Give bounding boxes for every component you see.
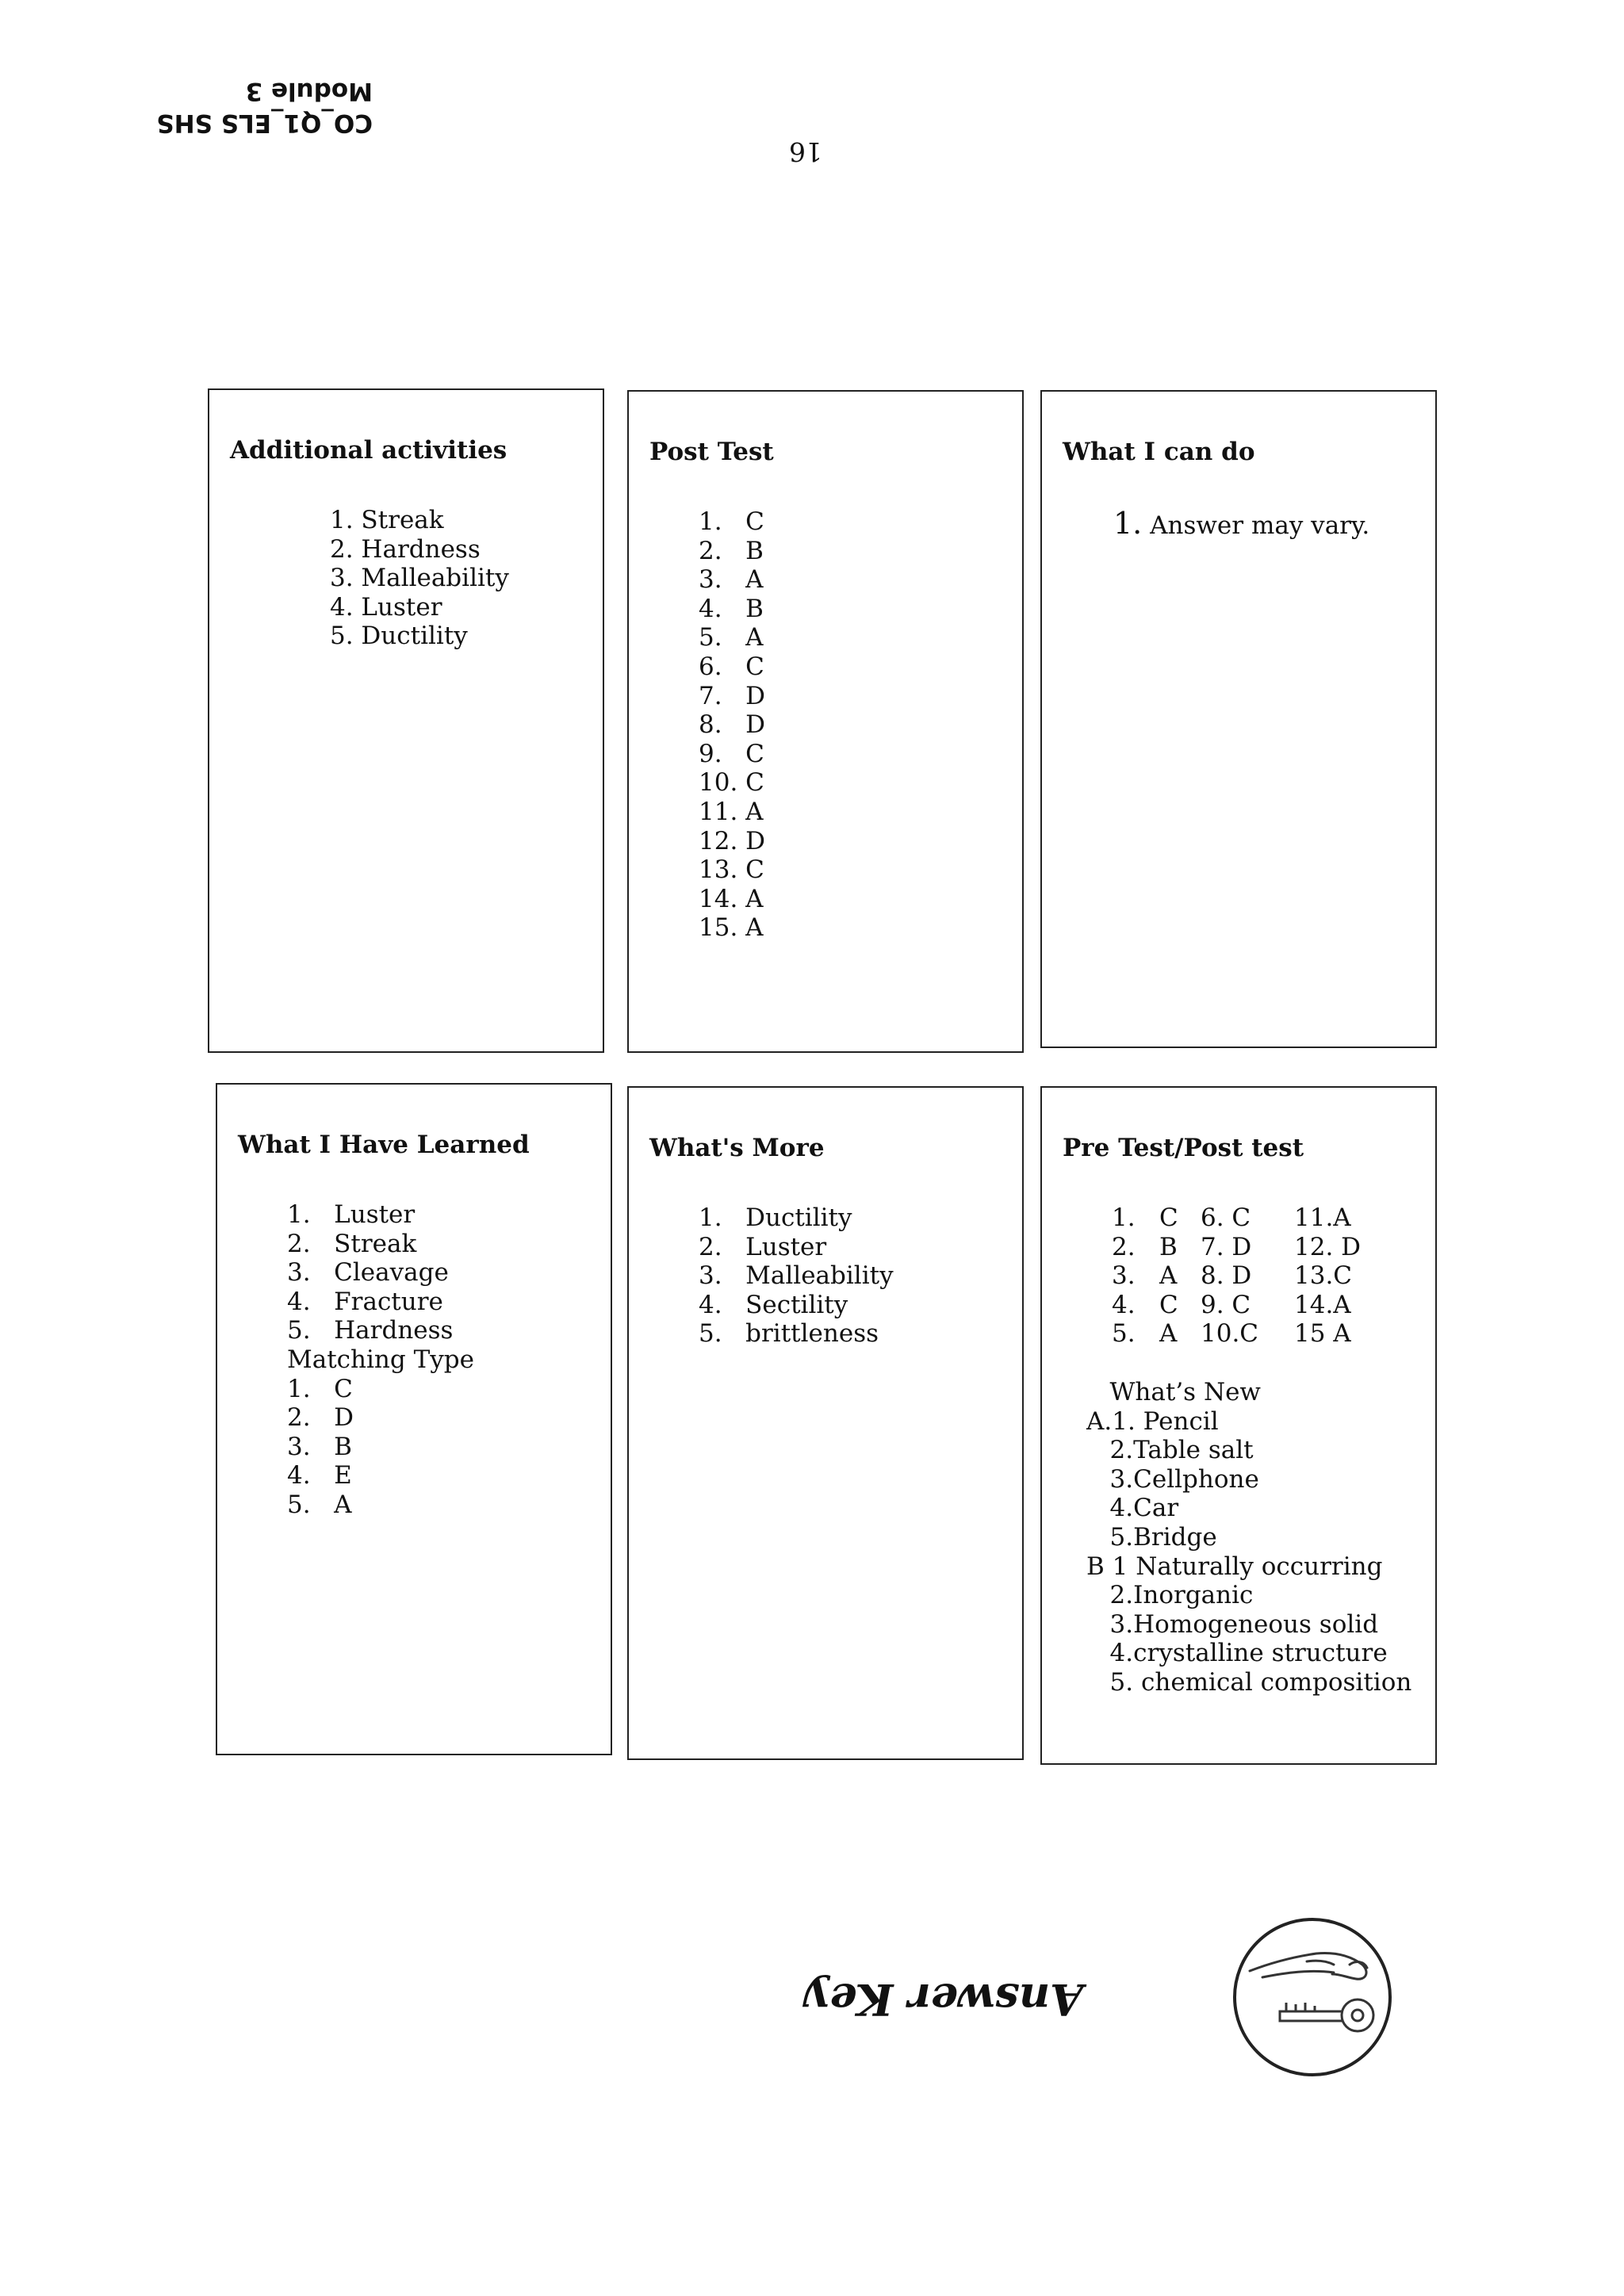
table-row xyxy=(1112,1233,1413,1262)
list-item: 4. Sectility xyxy=(699,1290,848,1319)
table-row xyxy=(1112,1291,1413,1320)
list-item: 1. Luster xyxy=(287,1200,416,1229)
what-i-have-learned-title: What I Have Learned xyxy=(238,1131,530,1159)
post-test-box xyxy=(627,390,1024,1053)
pre-test-answer: C xyxy=(1159,1203,1178,1232)
list-item: A.1. Pencil xyxy=(1086,1406,1219,1436)
list-item: 5. Hardness xyxy=(287,1316,454,1345)
pre-test-answer: 6. C xyxy=(1201,1203,1251,1232)
list-item: 1. Ductility xyxy=(699,1203,852,1232)
list-item: 4. Luster xyxy=(330,592,442,622)
post-test-title: Post Test xyxy=(649,438,774,466)
pre-test-post-test-box xyxy=(1040,1086,1437,1765)
list-item: 2. D xyxy=(287,1403,354,1433)
module-code: CO_Q1_ELS SHS xyxy=(156,109,373,137)
pre-test-answer-grid xyxy=(1112,1203,1413,1349)
list-item: 5.Bridge xyxy=(1086,1522,1217,1552)
module-label: Module 3 xyxy=(245,77,373,105)
list-item: 2.Table salt xyxy=(1086,1436,1254,1465)
pre-test-answer: 13.C xyxy=(1294,1261,1353,1291)
pre-test-answer: 12. D xyxy=(1294,1232,1362,1261)
matching-type-label: Matching Type xyxy=(287,1345,474,1374)
list-item: 5. Ductility xyxy=(330,622,468,651)
learned-list xyxy=(287,1200,474,1520)
list-item: 2. Streak xyxy=(287,1229,417,1258)
pre-test-number: 2. xyxy=(1112,1232,1136,1261)
list-item: 6. C xyxy=(699,652,764,681)
pre-test-answer: 9. C xyxy=(1201,1290,1251,1319)
can-do-answer xyxy=(1113,506,1370,541)
list-item: 2.Inorganic xyxy=(1086,1581,1254,1610)
additional-activities-list xyxy=(330,506,509,651)
hand-key-icon xyxy=(1231,1915,1394,2079)
pre-test-answer: 14.A xyxy=(1294,1290,1351,1319)
list-item: 2. B xyxy=(699,536,764,565)
what-i-have-learned-box xyxy=(216,1083,612,1755)
list-item: 1. Streak xyxy=(330,506,444,534)
list-item: 14. A xyxy=(699,884,764,913)
list-item: 7. D xyxy=(699,681,765,710)
additional-activities-box xyxy=(208,388,604,1053)
can-do-number: 1. xyxy=(1113,506,1143,541)
list-item: 3. B xyxy=(287,1432,352,1461)
list-item: 12. D xyxy=(699,826,766,855)
list-item: 4. B xyxy=(699,594,764,623)
additional-activities-title: Additional activities xyxy=(230,436,508,465)
what-i-can-do-box xyxy=(1040,390,1437,1048)
list-item: 5. chemical composition xyxy=(1086,1667,1412,1697)
list-item: 3. A xyxy=(699,565,764,595)
pre-test-answer: A xyxy=(1159,1261,1178,1291)
list-item: 8. D xyxy=(699,710,765,740)
whats-more-box xyxy=(627,1086,1024,1760)
module-code-header xyxy=(119,75,373,139)
list-item: 4.crystalline structure xyxy=(1086,1639,1388,1668)
list-item: 9. C xyxy=(699,739,764,768)
table-row xyxy=(1112,1203,1413,1233)
list-item: 11. A xyxy=(699,797,764,826)
pre-test-answer: A xyxy=(1159,1319,1178,1349)
list-item: 4. E xyxy=(287,1461,352,1490)
table-row xyxy=(1112,1261,1413,1291)
pre-test-answer: 8. D xyxy=(1201,1261,1252,1291)
answer-key-title: Answer Key xyxy=(805,1974,1084,2025)
list-item: 5. brittleness xyxy=(699,1319,879,1349)
pre-test-post-test-title: Pre Test/Post test xyxy=(1063,1134,1304,1162)
pre-test-answer: 11.A xyxy=(1294,1203,1351,1232)
list-item: 5. A xyxy=(287,1490,352,1519)
table-row xyxy=(1112,1319,1413,1349)
whats-new-heading: What’s New xyxy=(1086,1378,1261,1406)
list-item: 2. Hardness xyxy=(330,534,481,564)
list-item: 3. Malleability xyxy=(330,564,509,593)
pre-test-answer: 7. D xyxy=(1201,1232,1252,1261)
pre-test-number: 5. xyxy=(1112,1319,1136,1349)
whats-more-list xyxy=(699,1203,894,1349)
pre-test-answer: B xyxy=(1159,1232,1178,1261)
list-item: 4. Fracture xyxy=(287,1287,443,1316)
pre-test-answer: 15 A xyxy=(1294,1319,1351,1349)
list-item: 3. Malleability xyxy=(699,1261,894,1291)
list-item: 2. Luster xyxy=(699,1232,827,1261)
list-item: 15. A xyxy=(699,913,764,943)
pre-test-number: 3. xyxy=(1112,1261,1136,1291)
page-number: 16 xyxy=(789,136,822,167)
can-do-text: Answer may vary. xyxy=(1150,511,1370,540)
whats-more-title: What's More xyxy=(649,1134,825,1162)
list-item: 13. C xyxy=(699,855,764,885)
list-item: 1. C xyxy=(287,1374,353,1403)
list-item: 1. C xyxy=(699,507,764,536)
post-test-list xyxy=(699,507,765,943)
pre-test-number: 1. xyxy=(1112,1203,1136,1232)
list-item: 10. C xyxy=(699,768,764,798)
what-i-can-do-title: What I can do xyxy=(1063,438,1255,466)
pre-test-answer: 10.C xyxy=(1201,1319,1259,1349)
pre-test-number: 4. xyxy=(1112,1290,1136,1319)
list-item: 4.Car xyxy=(1086,1494,1179,1523)
list-item: 3.Homogeneous solid xyxy=(1086,1609,1379,1639)
pre-test-answer: C xyxy=(1159,1290,1178,1319)
whats-new-answers xyxy=(1086,1378,1411,1697)
list-item: 3.Cellphone xyxy=(1086,1464,1259,1494)
list-item: 3. Cleavage xyxy=(287,1258,449,1288)
list-item: B 1 Naturally occurring xyxy=(1086,1552,1383,1581)
list-item: 5. A xyxy=(699,623,764,652)
